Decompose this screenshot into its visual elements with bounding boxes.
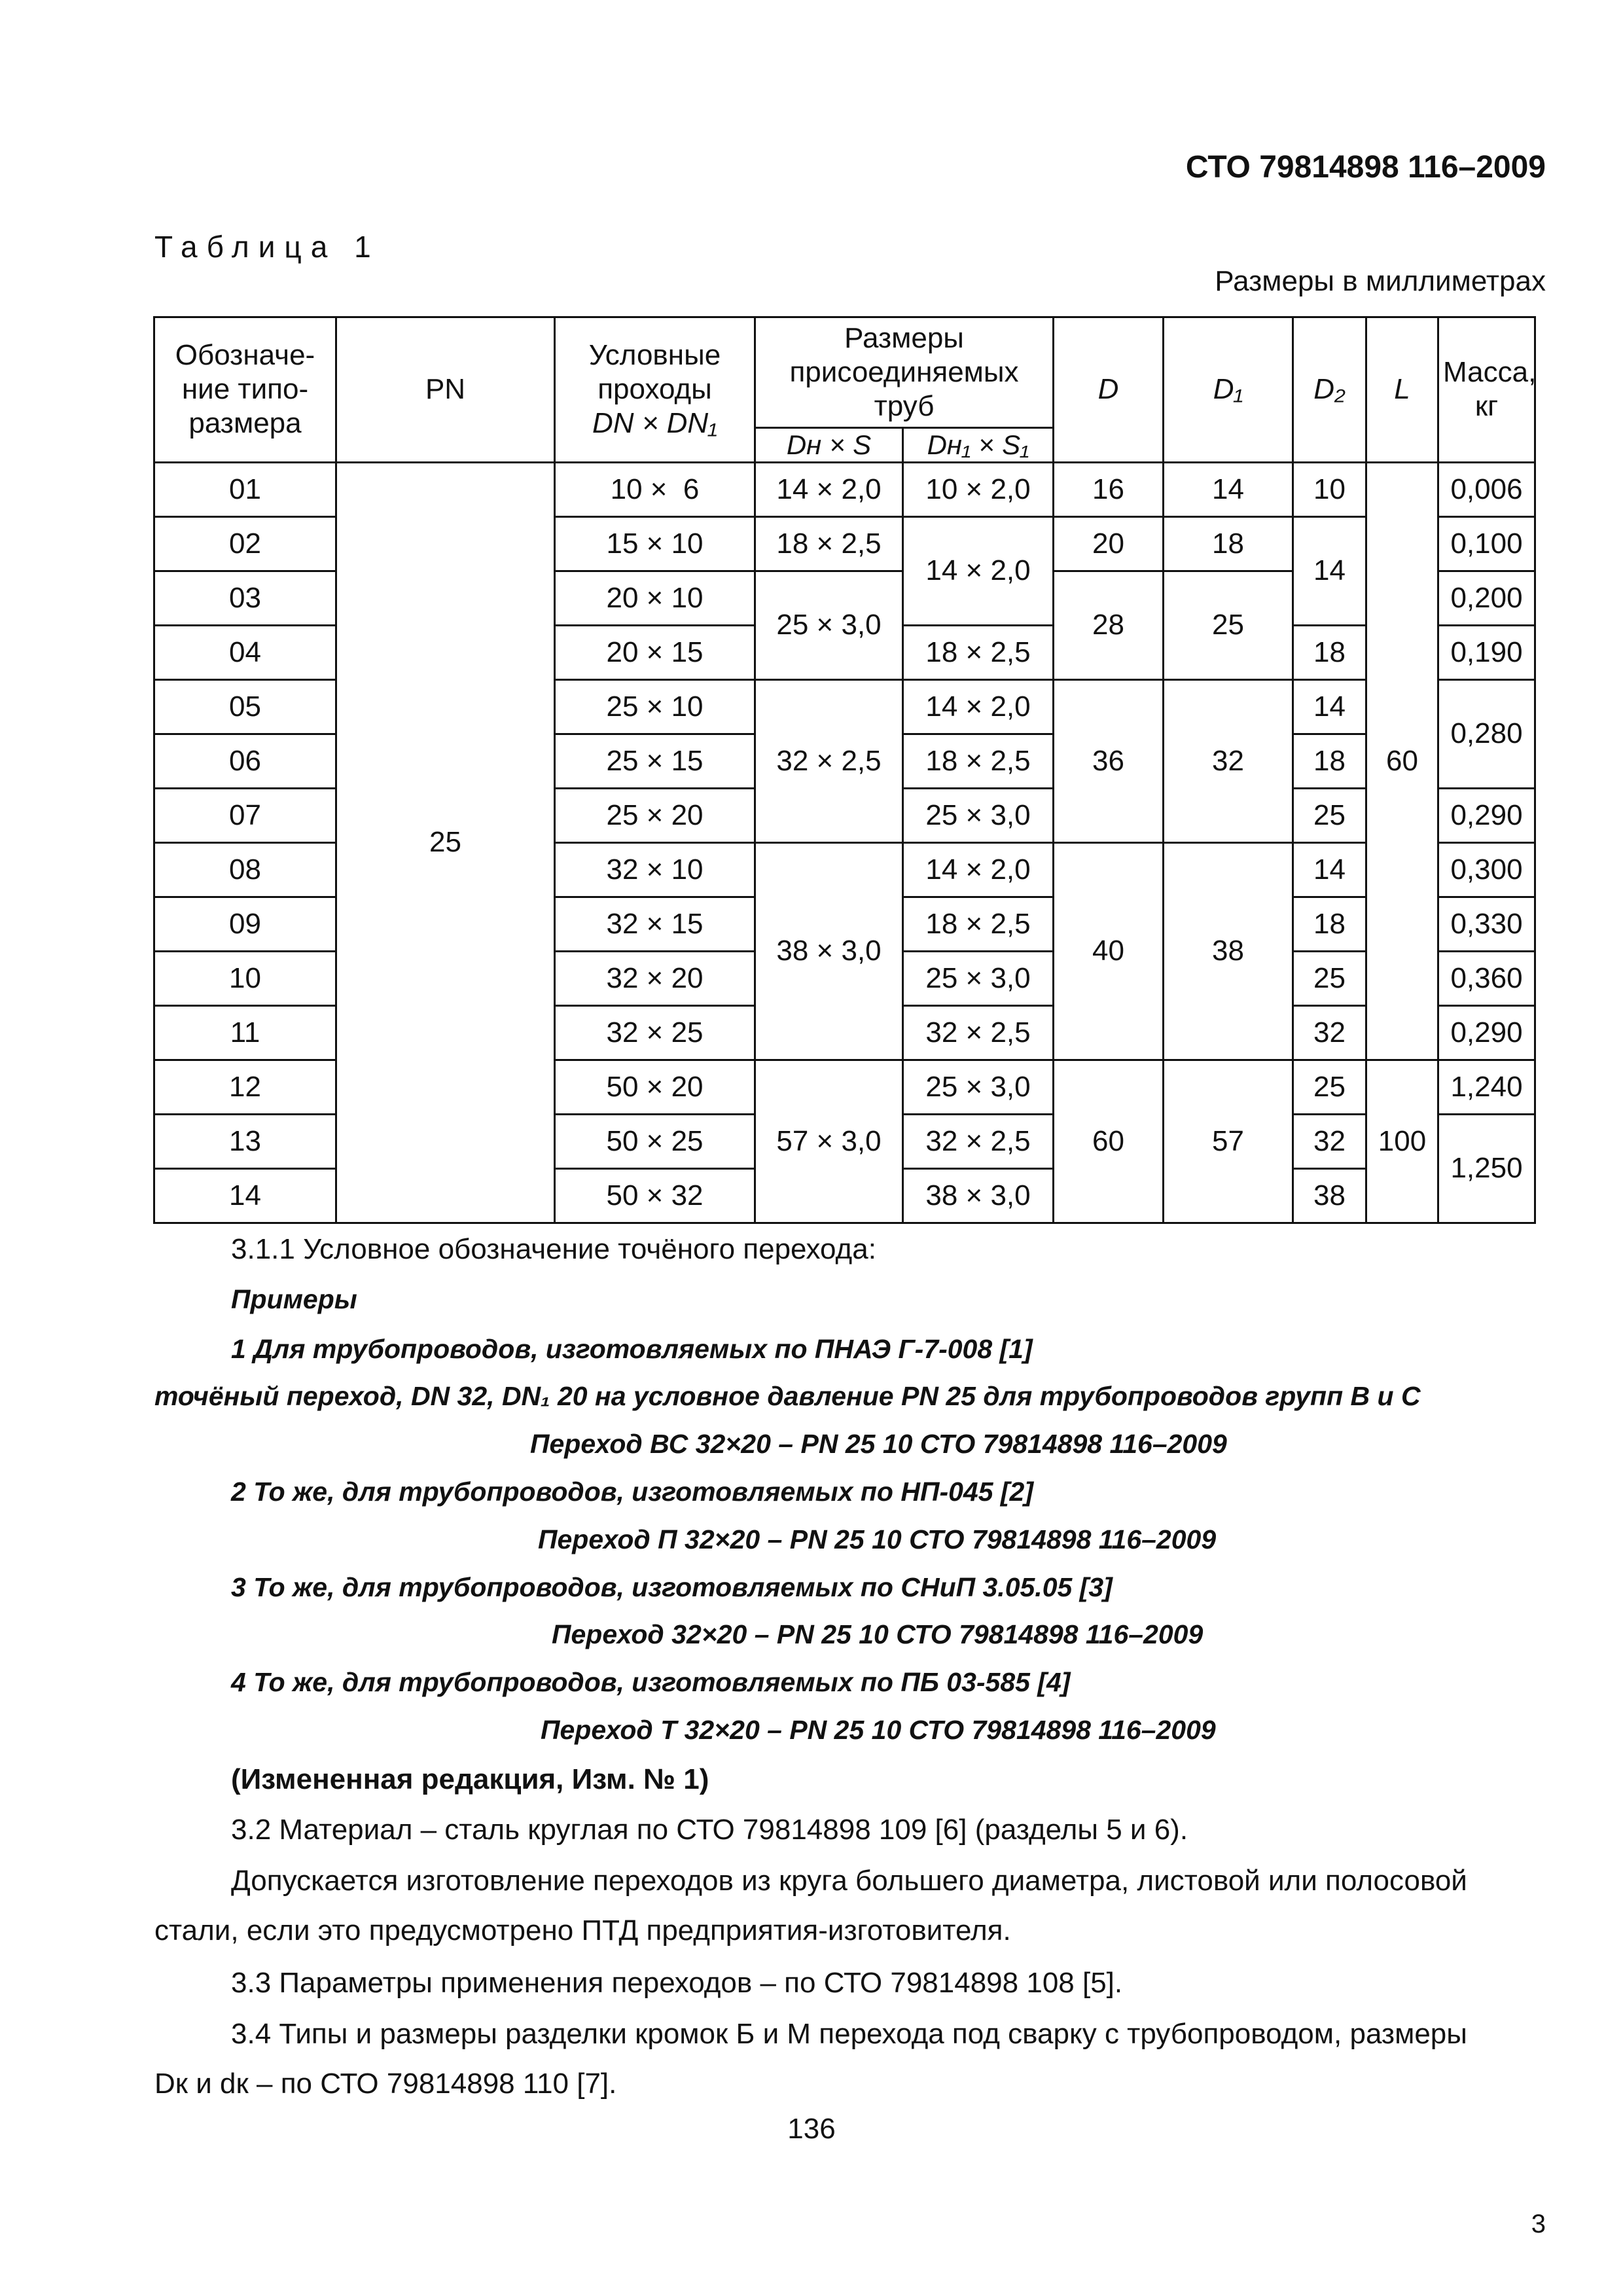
cell-d2: 25 <box>1293 788 1366 842</box>
cell-d2: 18 <box>1293 625 1366 679</box>
cell-d2: 25 <box>1293 951 1366 1005</box>
cell-mass: 0,100 <box>1438 516 1535 571</box>
cell-dn: 32 × 15 <box>555 897 755 951</box>
cell-dn: 25 × 20 <box>555 788 755 842</box>
cell-mass: 1,240 <box>1438 1060 1535 1114</box>
header-dh1-s1: Dн₁ × S₁ <box>903 428 1054 463</box>
paragraph-3-2-allowance-text: Допускается изготовление переходов из круга большего диаметра, листовой или полосовой <box>231 1865 1467 1897</box>
paragraph-3-4-line2: Dк и dк – по СТО 79814898 110 [7]. <box>154 2068 617 2100</box>
example-3-designation: Переход 32×20 – PN 25 10 СТО 79814898 116–2009 <box>552 1619 1204 1649</box>
header-nominal-passage-symbol: DN × DN₁ <box>592 407 718 440</box>
cell-mass: 0,360 <box>1438 951 1535 1005</box>
example-1-continuation: точёный переход, DN 32, DN₁ 20 на условное давление PN 25 для трубопроводов групп В и С <box>154 1381 1421 1411</box>
cell-designation: 09 <box>154 897 336 951</box>
cell-l: 60 <box>1366 462 1438 1060</box>
cell-dn: 20 × 15 <box>555 625 755 679</box>
cell-dh-s: 57 × 3,0 <box>755 1060 903 1223</box>
table-caption: Таблица 1 <box>154 230 380 264</box>
cell-dh1-s1: 18 × 2,5 <box>903 625 1054 679</box>
cell-dh1-s1: 32 × 2,5 <box>903 1114 1054 1168</box>
paragraph-3-3: 3.3 Параметры применения переходов – по СТО 79814898 108 [5]. <box>231 1967 1123 1999</box>
dimensions-table <box>153 316 1536 1224</box>
paragraph-3-2-allowance-line1 <box>231 1865 1535 1897</box>
cell-dh1-s1: 25 × 3,0 <box>903 1060 1054 1114</box>
example-1-designation: Переход ВС 32×20 – PN 25 10 СТО 79814898 116–2009 <box>530 1429 1227 1459</box>
header-designation: Обозначе-ние типо-размера <box>154 317 336 463</box>
cell-dn: 15 × 10 <box>555 516 755 571</box>
example-4-designation: Переход Т 32×20 – PN 25 10 СТО 79814898 116–2009 <box>541 1715 1216 1745</box>
cell-designation: 08 <box>154 842 336 897</box>
cell-d1: 18 <box>1164 516 1293 571</box>
examples-heading: Примеры <box>231 1284 357 1314</box>
cell-d: 16 <box>1054 462 1164 516</box>
cell-dh1-s1: 14 × 2,0 <box>903 679 1054 734</box>
cell-designation: 10 <box>154 951 336 1005</box>
cell-dh1-s1: 18 × 2,5 <box>903 897 1054 951</box>
cell-dh1-s1: 25 × 3,0 <box>903 951 1054 1005</box>
cell-dh-s: 32 × 2,5 <box>755 679 903 842</box>
cell-dn: 50 × 20 <box>555 1060 755 1114</box>
cell-pn: 25 <box>336 462 555 1223</box>
cell-designation: 07 <box>154 788 336 842</box>
cell-dn: 32 × 25 <box>555 1005 755 1060</box>
table-row <box>154 462 1535 516</box>
cell-dh-s: 25 × 3,0 <box>755 571 903 679</box>
cell-d1: 38 <box>1164 842 1293 1060</box>
cell-designation: 12 <box>154 1060 336 1114</box>
cell-designation: 06 <box>154 734 336 788</box>
cell-dh1-s1: 14 × 2,0 <box>903 842 1054 897</box>
table-units-note: Размеры в миллиметрах <box>1215 265 1546 297</box>
paragraph-3-2: 3.2 Материал – сталь круглая по СТО 79814898 109 [6] (разделы 5 и 6). <box>231 1814 1188 1846</box>
header-pipe-sizes: Размеры присоединяемых труб <box>755 317 1054 428</box>
cell-dn: 32 × 10 <box>555 842 755 897</box>
cell-d1: 25 <box>1164 571 1293 679</box>
cell-designation: 11 <box>154 1005 336 1060</box>
cell-designation: 14 <box>154 1168 336 1223</box>
cell-designation: 03 <box>154 571 336 625</box>
cell-d2: 32 <box>1293 1005 1366 1060</box>
cell-dn: 25 × 15 <box>555 734 755 788</box>
paragraph-3-1-1: 3.1.1 Условное обозначение точёного перехода: <box>231 1233 876 1265</box>
cell-dh1-s1: 10 × 2,0 <box>903 462 1054 516</box>
cell-mass: 0,300 <box>1438 842 1535 897</box>
cell-dh1-s1: 25 × 3,0 <box>903 788 1054 842</box>
cell-d: 36 <box>1054 679 1164 842</box>
cell-dh-s: 18 × 2,5 <box>755 516 903 571</box>
cell-d: 60 <box>1054 1060 1164 1223</box>
cell-dh1-s1: 32 × 2,5 <box>903 1005 1054 1060</box>
cell-designation: 13 <box>154 1114 336 1168</box>
page-number-center: 136 <box>787 2113 836 2145</box>
header-pn: PN <box>336 317 555 463</box>
cell-designation: 04 <box>154 625 336 679</box>
cell-l: 100 <box>1366 1060 1438 1223</box>
example-2-designation: Переход П 32×20 – PN 25 10 СТО 79814898 116–2009 <box>538 1524 1217 1554</box>
cell-designation: 05 <box>154 679 336 734</box>
cell-d1: 32 <box>1164 679 1293 842</box>
cell-dh-s: 38 × 3,0 <box>755 842 903 1060</box>
cell-dn: 10 × 6 <box>555 462 755 516</box>
header-nominal-passage-label: Условные проходы <box>588 339 721 406</box>
example-1: 1 Для трубопроводов, изготовляемых по ПНАЭ Г-7-008 [1] <box>231 1334 1033 1364</box>
page-number-corner: 3 <box>1531 2210 1546 2238</box>
cell-dn: 50 × 25 <box>555 1114 755 1168</box>
header-d: D <box>1054 317 1164 463</box>
header-d1: D₁ <box>1164 317 1293 463</box>
header-l: L <box>1366 317 1438 463</box>
cell-d: 28 <box>1054 571 1164 679</box>
example-2: 2 То же, для трубопроводов, изготовляемых по НП-045 [2] <box>231 1477 1034 1507</box>
cell-designation: 01 <box>154 462 336 516</box>
cell-mass: 0,200 <box>1438 571 1535 625</box>
cell-dn: 25 × 10 <box>555 679 755 734</box>
cell-d2: 14 <box>1293 842 1366 897</box>
header-d2: D₂ <box>1293 317 1366 463</box>
cell-mass: 0,006 <box>1438 462 1535 516</box>
header-mass: Масса, кг <box>1438 317 1535 463</box>
cell-dh1-s1: 38 × 3,0 <box>903 1168 1054 1223</box>
cell-dn: 20 × 10 <box>555 571 755 625</box>
example-3: 3 То же, для трубопроводов, изготовляемых по СНиП 3.05.05 [3] <box>231 1572 1113 1602</box>
cell-d: 20 <box>1054 516 1164 571</box>
cell-d2: 38 <box>1293 1168 1366 1223</box>
cell-mass: 0,190 <box>1438 625 1535 679</box>
cell-dn: 32 × 20 <box>555 951 755 1005</box>
paragraph-3-2-allowance-line2: стали, если это предусмотрено ПТД предприятия-изготовителя. <box>154 1914 1011 1946</box>
cell-mass: 0,280 <box>1438 679 1535 788</box>
cell-dh1-s1: 18 × 2,5 <box>903 734 1054 788</box>
cell-dh-s: 14 × 2,0 <box>755 462 903 516</box>
cell-d1: 14 <box>1164 462 1293 516</box>
cell-d2: 25 <box>1293 1060 1366 1114</box>
cell-d1: 57 <box>1164 1060 1293 1223</box>
cell-d2: 10 <box>1293 462 1366 516</box>
cell-d2: 18 <box>1293 734 1366 788</box>
example-4: 4 То же, для трубопроводов, изготовляемых по ПБ 03-585 [4] <box>231 1667 1071 1697</box>
cell-d2: 18 <box>1293 897 1366 951</box>
cell-d2: 32 <box>1293 1114 1366 1168</box>
cell-mass: 0,330 <box>1438 897 1535 951</box>
cell-d2: 14 <box>1293 679 1366 734</box>
cell-mass: 1,250 <box>1438 1114 1535 1223</box>
paragraph-3-4-line1: 3.4 Типы и размеры разделки кромок Б и М перехода под сварку с трубопроводом, размеры <box>231 2018 1467 2050</box>
header-nominal-passage <box>555 317 755 463</box>
cell-dn: 50 × 32 <box>555 1168 755 1223</box>
document-code: СТО 79814898 116–2009 <box>1185 150 1546 185</box>
cell-mass: 0,290 <box>1438 788 1535 842</box>
cell-designation: 02 <box>154 516 336 571</box>
cell-mass: 0,290 <box>1438 1005 1535 1060</box>
cell-d: 40 <box>1054 842 1164 1060</box>
header-dh-s: Dн × S <box>755 428 903 463</box>
cell-d2: 14 <box>1293 516 1366 625</box>
amendment-note: (Измененная редакция, Изм. № 1) <box>231 1763 709 1795</box>
cell-dh1-s1: 14 × 2,0 <box>903 516 1054 625</box>
